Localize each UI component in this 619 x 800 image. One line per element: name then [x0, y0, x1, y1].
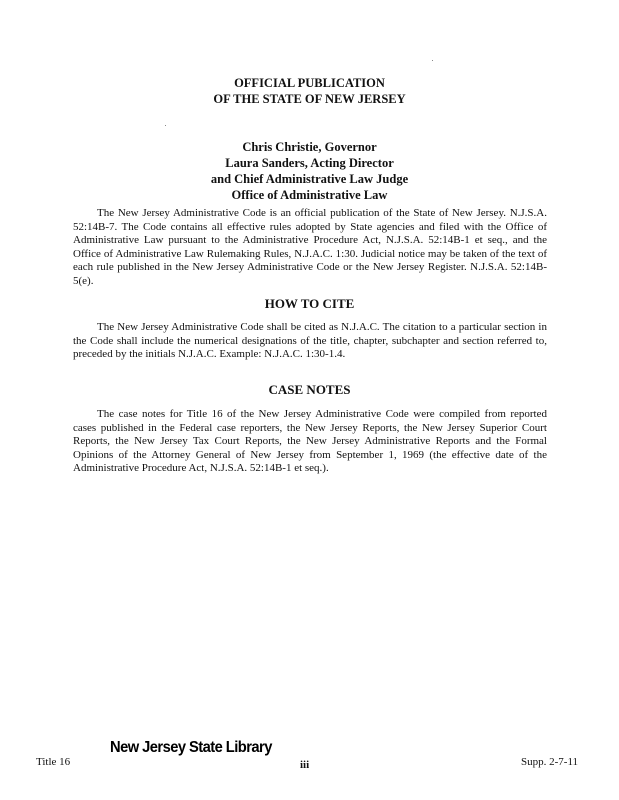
officials-block [0, 139, 619, 203]
official-director: Laura Sanders, Acting Director [225, 156, 394, 170]
footer-title: Title 16 [36, 756, 71, 768]
publication-title-line2: OF THE STATE OF NEW JERSEY [213, 92, 406, 106]
official-governor: Chris Christie, Governor [242, 140, 377, 154]
page-number: iii [300, 759, 310, 771]
how-to-cite-paragraph: The New Jersey Administrative Code shall be cited as N.J.A.C. The citation to a particular section in the Code shall include the numerical designations of the title, chapter, subchapter and section referred to, preceded by the initials N.J.A.C. Example: N.J.A.C. 1:30-1.4. [73, 321, 547, 361]
scan-speck [432, 60, 433, 61]
official-office: Office of Administrative Law [231, 188, 388, 202]
case-notes-heading: CASE NOTES [268, 382, 351, 397]
publication-title [0, 75, 619, 107]
official-judge: and Chief Administrative Law Judge [210, 172, 409, 186]
footer-supplement: Supp. 2-7-11 [521, 756, 579, 768]
publication-title-line1: OFFICIAL PUBLICATION [234, 76, 385, 90]
how-to-cite-heading: HOW TO CITE [264, 296, 355, 311]
intro-paragraph: The New Jersey Administrative Code is an official publication of the State of New Jersey. N.J.S.A. 52:14B-7. The Code contains all effective rules adopted by State agencies and filed with the Office of Administrative Law pursuant to the Administrative Procedure Act, N.J.S.A. 52:14B-1 et seq., and the Office of Administrative Law Rulemaking Rules, N.J.A.C. 1:30. Judicial notice may be taken of the text of each rule published in the New Jersey Administrative Code or the New Jersey Register. N.J.S.A. 52:14B-5(e). [73, 207, 547, 287]
library-stamp: New Jersey State Library [110, 739, 272, 756]
case-notes-paragraph: The case notes for Title 16 of the New Jersey Administrative Code were compiled from reported cases published in the Federal case reporters, the New Jersey Reports, the New Jersey Superior Court Reports, the New Jersey Tax Court Reports, the New Jersey Administrative Reports and the Formal Opinions of the Attorney General of New Jersey from September 1, 1969 (the effective date of the Administrative Procedure Act, N.J.S.A. 52:14B-1 et seq.). [73, 408, 547, 475]
scan-speck [165, 125, 166, 126]
